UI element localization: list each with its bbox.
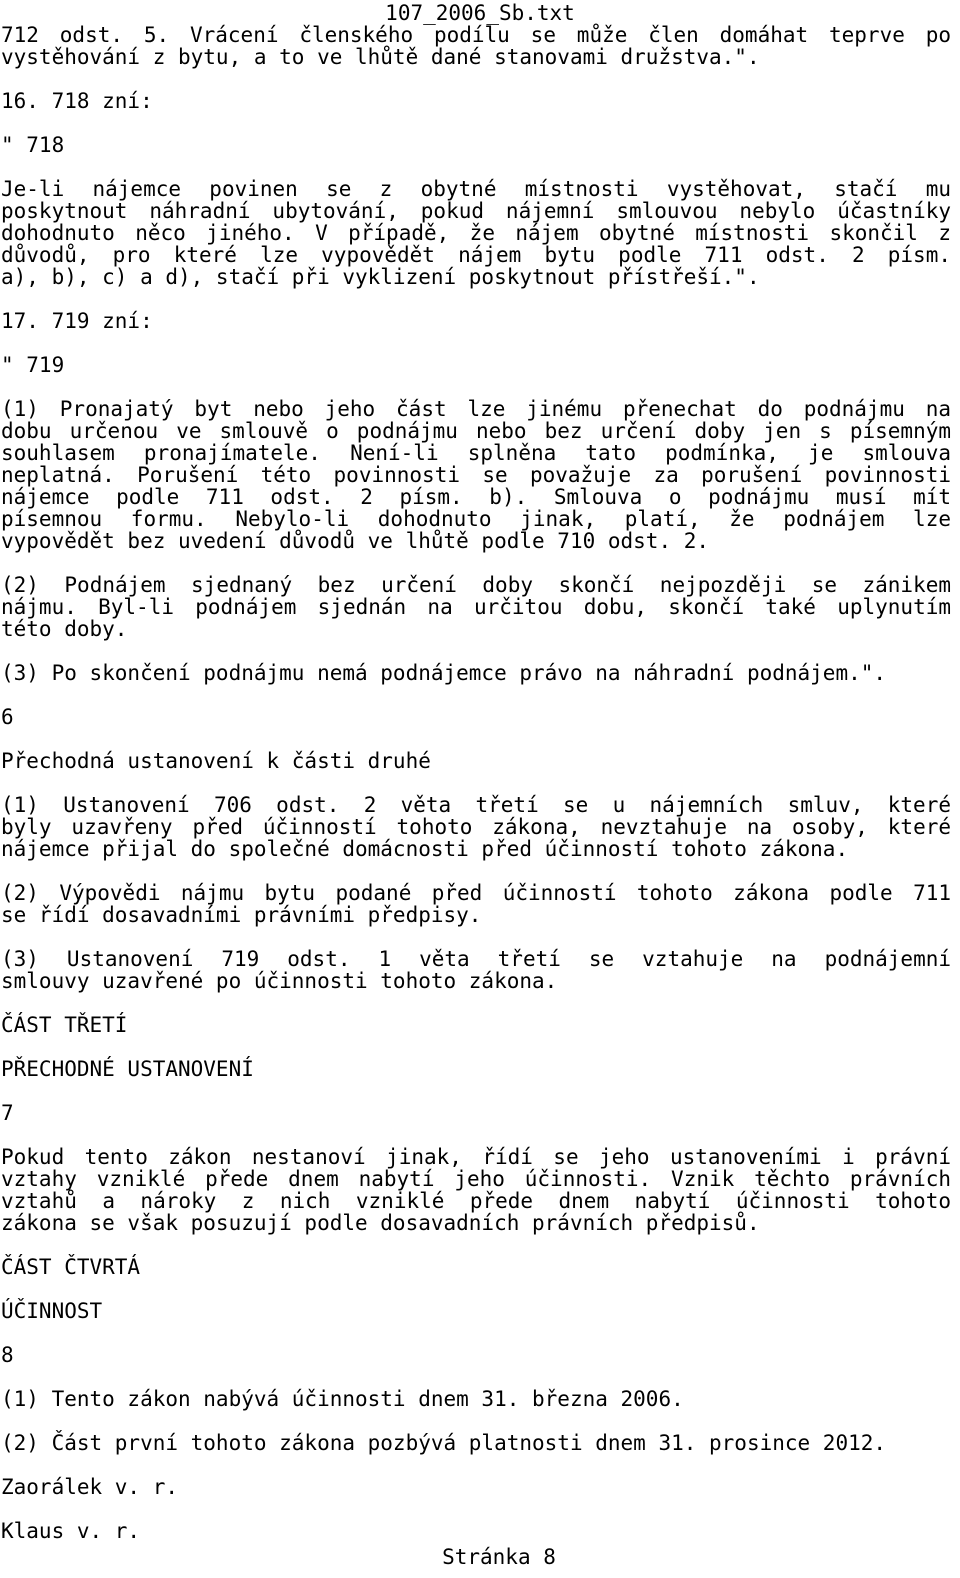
page-number: Stránka 8 bbox=[442, 1545, 556, 1569]
text-line: důvodů, pro které lze vypovědět nájem bytu podle 711 odst. 2 písm. bbox=[1, 243, 951, 267]
text-line: (3) Ustanovení 719 odst. 1 věta třetí se vztahuje na podnájemní bbox=[1, 947, 951, 971]
text-line: byly uzavřeny před účinností tohoto zákona, nevztahuje na osoby, které bbox=[1, 815, 951, 839]
text-line: nájemce přijal do společné domácnosti před účinností tohoto zákona. bbox=[1, 837, 849, 861]
text-line: (2) Podnájem sjednaný bez určení doby skončí nejpozději se zánikem bbox=[1, 573, 951, 597]
text-line: " 719 bbox=[1, 353, 65, 377]
text-line: dobu určenou ve smlouvě o podnájmu nebo bez určení doby jen s písemným bbox=[1, 419, 951, 443]
text-line: dohodnuto něco jiného. V případě, že nájem obytné místnosti skončil z bbox=[1, 221, 951, 245]
text-line: (1) Pronajatý byt nebo jeho část lze jinému přenechat do podnájmu na bbox=[1, 397, 951, 421]
paragraph bbox=[1, 354, 951, 376]
text-line: 6 bbox=[1, 705, 14, 729]
paragraph bbox=[1, 574, 951, 640]
paragraph bbox=[1, 1102, 951, 1124]
text-line: PŘECHODNÉ USTANOVENÍ bbox=[1, 1057, 254, 1081]
text-line: a), b), c) a d), stačí při vyklizení poskytnout přístřeší.". bbox=[1, 265, 760, 289]
paragraph bbox=[1, 24, 951, 68]
text-line: zákona se však posuzují podle dosavadních právních předpisů. bbox=[1, 1211, 760, 1235]
text-line: této doby. bbox=[1, 617, 128, 641]
text-line: souhlasem pronajímatele. Není-li splněna tato podmínka, je smlouva bbox=[1, 441, 951, 465]
text-line: (3) Po skončení podnájmu nemá podnájemce právo na náhradní podnájem.". bbox=[1, 661, 887, 685]
paragraph bbox=[1, 1058, 951, 1080]
text-line: 8 bbox=[1, 1343, 14, 1367]
text-line: nájemce podle 711 odst. 2 písm. b). Smlouva o podnájmu musí mít bbox=[1, 485, 951, 509]
text-line: vystěhování z bytu, a to ve lhůtě dané stanovami družstva.". bbox=[1, 45, 760, 69]
text-line: smlouvy uzavřené po účinnosti tohoto zákona. bbox=[1, 969, 558, 993]
paragraph bbox=[1, 1146, 951, 1234]
paragraph bbox=[1, 134, 951, 156]
paragraph bbox=[1, 948, 951, 992]
paragraph bbox=[1, 882, 951, 926]
paragraph bbox=[1, 662, 951, 684]
paragraph bbox=[1, 750, 951, 772]
text-line: se řídí dosavadními právními předpisy. bbox=[1, 903, 482, 927]
paragraph bbox=[1, 1014, 951, 1036]
text-line: vztahy vzniklé přede dnem nabytí jeho účinnosti. Vznik těchto právních bbox=[1, 1167, 951, 1191]
paragraph bbox=[1, 178, 951, 288]
paragraph bbox=[1, 1432, 951, 1454]
paragraph bbox=[1, 1300, 951, 1322]
text-line: 17. 719 zní: bbox=[1, 309, 153, 333]
text-line: písemnou formu. Nebylo-li dohodnuto jinak, platí, že podnájem lze bbox=[1, 507, 951, 531]
text-line: (1) Ustanovení 706 odst. 2 věta třetí se u nájemních smluv, které bbox=[1, 793, 951, 817]
text-line: Přechodná ustanovení k části druhé bbox=[1, 749, 431, 773]
text-line: Pokud tento zákon nestanoví jinak, řídí se jeho ustanoveními i právní bbox=[1, 1145, 951, 1169]
text-line: poskytnout náhradní ubytování, pokud nájemní smlouvou nebylo účastníky bbox=[1, 199, 951, 223]
text-line: vypovědět bez uvedení důvodů ve lhůtě podle 710 odst. 2. bbox=[1, 529, 710, 553]
paragraph bbox=[1, 1388, 951, 1410]
text-line: ČÁST TŘETÍ bbox=[1, 1013, 128, 1037]
text-line: 16. 718 zní: bbox=[1, 89, 153, 113]
text-line: 712 odst. 5. Vrácení členského podílu se může člen domáhat teprve po bbox=[1, 23, 951, 47]
document-body bbox=[1, 24, 951, 1564]
text-line: 7 bbox=[1, 1101, 14, 1125]
text-line: (2) Část první tohoto zákona pozbývá platnosti dnem 31. prosince 2012. bbox=[1, 1431, 887, 1455]
text-line: Zaorálek v. r. bbox=[1, 1475, 179, 1499]
text-line: neplatná. Porušení této povinnosti se považuje za porušení povinnosti bbox=[1, 463, 951, 487]
text-line: nájmu. Byl-li podnájem sjednán na určitou dobu, skončí také uplynutím bbox=[1, 595, 951, 619]
text-line: ÚČINNOST bbox=[1, 1299, 103, 1323]
text-line: Klaus v. r. bbox=[1, 1519, 141, 1543]
paragraph bbox=[1, 90, 951, 112]
paragraph bbox=[1, 706, 951, 728]
paragraph bbox=[1, 1476, 951, 1498]
paragraph bbox=[1, 310, 951, 332]
document-filename: 107_2006_Sb.txt bbox=[385, 1, 575, 25]
paragraph bbox=[1, 1344, 951, 1366]
paragraph bbox=[1, 1256, 951, 1278]
text-line: " 718 bbox=[1, 133, 65, 157]
text-line: ČÁST ČTVRTÁ bbox=[1, 1255, 141, 1279]
paragraph bbox=[1, 398, 951, 552]
text-line: (1) Tento zákon nabývá účinnosti dnem 31. března 2006. bbox=[1, 1387, 684, 1411]
text-line: Je-li nájemce povinen se z obytné místnosti vystěhovat, stačí mu bbox=[1, 177, 951, 201]
text-line: vztahů a nároky z nich vzniklé přede dnem nabytí účinnosti tohoto bbox=[1, 1189, 951, 1213]
paragraph bbox=[1, 794, 951, 860]
paragraph bbox=[1, 1520, 951, 1542]
text-line: (2) Výpovědi nájmu bytu podané před účinností tohoto zákona podle 711 bbox=[1, 881, 951, 905]
